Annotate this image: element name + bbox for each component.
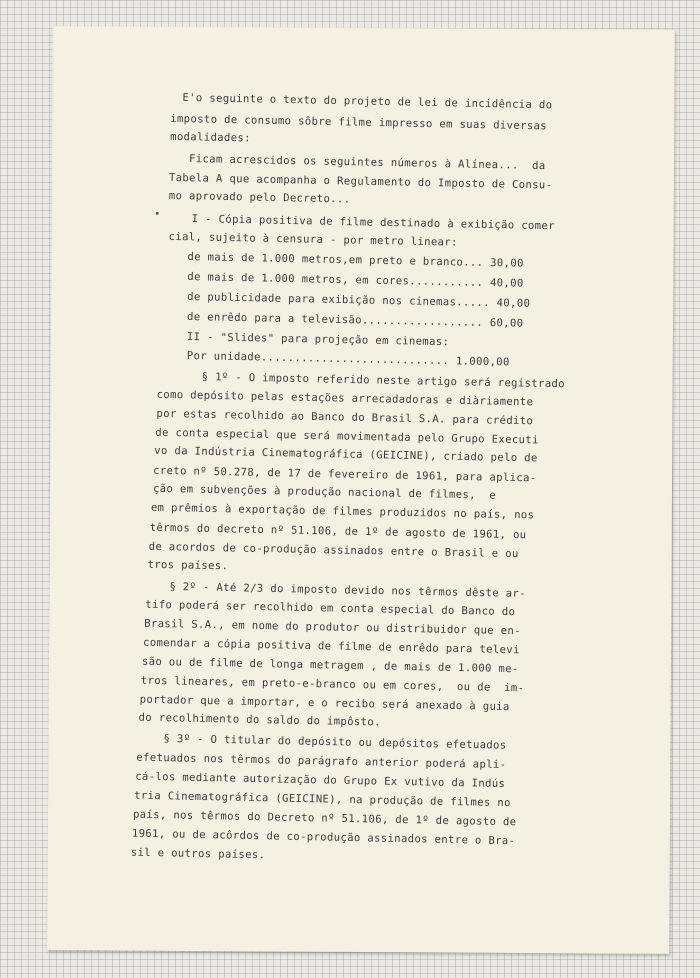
text-line: I - Cópia positiva de filme destinado à exibição comer [191,212,556,233]
text-line: em prêmios à exportação de filmes produzidos no país, nos [150,501,535,522]
text-line: como depósito pelas estações arrecadadoras e diàriamente [156,388,534,409]
text-line: tros países. [147,558,229,573]
text-line: são ou de filme de longa metragem , de mais de 1.000 me- [141,655,519,676]
text-line: de mais de 1.000 metros,em preto e branco... 30,00 [187,250,524,270]
text-line: Brasil S.A., em nome do produtor ou distribuidor que en- [144,617,522,638]
text-line: vo da Indústria Cinematográfica (GEICINE), criado pelo de [154,444,538,465]
text-line: de acordos de co-produção assinados entre o Brasil e ou [148,540,519,561]
text-line: comendar a cópia positiva de filme de enrêdo para televi [142,636,520,657]
text-line: Ficam acrescidos os seguintes números à Alínea... da [188,152,546,173]
text-line: ção em subvenções à produção nacional de filmes, e [152,482,497,502]
text-line: de publicidade para exibição nos cinemas..... 40,00 [187,290,531,310]
text-line: de mais de 1.000 metros, em cores........... 40,00 [187,270,524,290]
text-line: imposto de consumo sôbre filme impresso em suas diversas [170,112,548,133]
margin-mark [156,212,159,215]
text-line: de enrêdo para a televisão.................. 60,00 [186,310,524,330]
text-line: E'o seguinte o texto do projeto de lei de incidência do [182,91,553,112]
text-line: portador que a importar, e o recibo será anexado à guia [139,693,510,714]
text-line: efetuados nos têrmos do parágrafo anterior poderá apli- [136,751,507,772]
typewritten-page [47,26,675,954]
text-line: § 3º - O titular do depósito ou depósitos efetuados [163,732,507,752]
text-line: creto nº 50.278, de 17 de fevereiro de 1961, para aplica- [152,464,537,485]
text-line: do recolhimento do saldo do impôsto. [138,711,381,729]
text-line: têrmos do decreto nº 51.106, de 1º de agosto de 1961, ou [149,521,527,542]
text-line: tria Cinematográfica (GEICINE), na produção de filmes no [134,789,511,810]
text-line: cial, sujeito à censura - por metro linear: [168,230,458,249]
text-line: § 1º - O imposto referido neste artigo será registrado [201,371,566,391]
text-line: II - "Slides" para projeção em cinemas: [186,330,450,349]
text-line: tros lineares, em preto-e-branco ou em cores, ou de im- [140,674,525,695]
text-line: Tabela A que acompanha o Regulamento do Imposto de Consu- [168,171,553,192]
text-line: 1961, ou de acôrdos de co-produção assinados entre o Bra- [131,827,516,848]
text-line: por estas recolhido ao Banco do Brasil S.A. para crédito [156,407,534,428]
text-line: § 2º - Até 2/3 do imposto devido nos têrmos dêste ar- [169,580,527,600]
text-line: mo aprovado pelo Decreto... [168,189,351,206]
text-line: país, nos têrmos do Decreto nº 51.106, de 1º de agosto de [132,808,517,829]
text-line: de conta especial que será movimentada pelo Grupo Executi [155,426,539,447]
text-line: modalidades: [170,130,252,145]
text-line: Por unidade............................ 1.000,00 [186,349,510,369]
text-line: cá-los mediante autorização do Grupo Ex vutivo da Indús [135,770,506,791]
text-line: sil e outros países. [130,846,266,862]
text-line: tifo poderá ser recolhido em conta especial do Banco do [145,598,516,619]
